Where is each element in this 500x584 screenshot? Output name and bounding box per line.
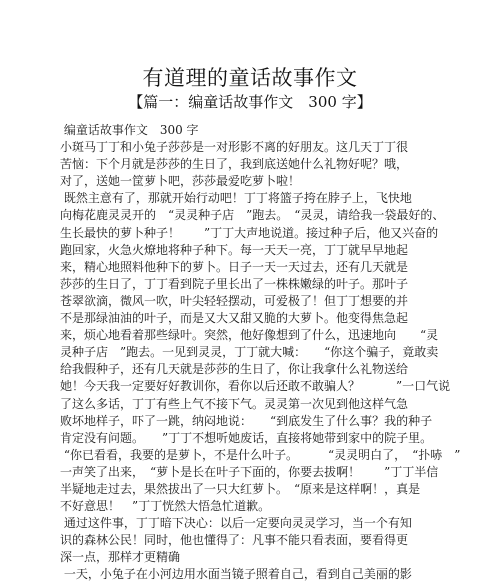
body-line: 向梅花鹿灵灵开的 “灵灵种子店 ”跑去。 “灵灵，请给我一袋最好的、	[60, 208, 445, 223]
body-line: 给我假种子，还有几天就是莎莎的生日了，你让我拿什么礼物送给	[60, 362, 409, 377]
body-line: 一声笑了出来， “萝卜是长在叶子下面的，你要去拔啊！ ”丁丁半信	[60, 464, 439, 479]
body-line: 半疑地走过去，果然拔出了一只大红萝卜。 “原来是这样啊！，真是	[60, 481, 421, 496]
body-line: 深一点，那样才更精确	[60, 550, 181, 565]
body-line: 一天，小兔子在小河边用水面当镜子照着自己，看到自己美丽的影	[60, 567, 412, 582]
body-line: 苍翠欲滴，微风一吹，叶尖轻轻摆动，可爱极了！但丁丁想要的并	[60, 293, 409, 308]
body-line: 肯定没有问题。 ”丁丁不想听她废话，直接将她带到家中的院子里。	[60, 430, 433, 445]
body-line: 苦恼：下个月就是莎莎的生日了，我到底送她什么礼物好呢？哦，	[60, 157, 409, 172]
document-title: 有道理的童话故事作文	[142, 66, 358, 90]
body-line: 跑回家，火急火燎地将种子种下。每一天天一亮，丁丁就早早地起	[60, 242, 409, 257]
body-line: 来，烦心地看着那些绿叶。突然，他好像想到了什么，迅速地向 “灵	[60, 328, 439, 343]
document-subtitle: 【篇一：编童话故事作文 300 字】	[128, 93, 372, 111]
body-line: 既然主意有了，那就开始行动吧！丁丁将篮子挎在脖子上，飞快地	[60, 191, 412, 206]
document-body	[60, 122, 461, 584]
body-line: 她！今天我一定要好好教训你，看你以后还敢不敢骗人？ ”一口气说	[60, 379, 451, 394]
body-line: 灵种子店 ”跑去。一见到灵灵，丁丁就大喊： “你这个骗子，竟敢卖	[60, 345, 439, 360]
body-line: 通过这件事，丁丁暗下决心：以后一定要向灵灵学习，当一个有知	[60, 516, 412, 531]
body-line: 败坏地样子，吓了一跳，纳闷地说： “到底发生了什么事？我的种子	[60, 413, 433, 428]
body-line: 对了，送她一筐萝卜吧，莎莎最爱吃萝卜啦！	[60, 174, 301, 189]
body-line: 生长最快的萝卜种子！ ”丁丁大声地说道。接过种子后，他又兴奋的	[60, 225, 439, 240]
body-line: 不是那绿油油的叶子，而是又大又甜又脆的大萝卜。他变得焦急起	[60, 311, 409, 326]
body-line: 编童话故事作文 300 字	[60, 123, 199, 137]
body-line: 小斑马丁丁和小兔子莎莎是一对形影不离的好朋友。这几天丁丁很	[60, 140, 409, 155]
body-line: 识的森林公民！同时，他也懂得了：凡事不能只看表面，要看得更	[60, 533, 409, 548]
body-line: 莎莎的生日了，丁丁看到院子里长出了一株株嫩绿的叶子。那叶子	[60, 276, 409, 291]
body-line: 了这么多话，丁丁有些上气不接下气。灵灵第一次见到他这样气急	[60, 396, 409, 411]
body-line: 不好意思！ ”丁丁恍然大悟急忙道歉。	[60, 499, 271, 514]
body-line: 来，精心地照料他种下的萝卜。日子一天一天过去，还有几天就是	[60, 259, 409, 274]
body-line: “你已看看，我要的是萝卜，不是什么叶子。 “灵灵明白了， “扑哧 ”	[60, 447, 461, 462]
